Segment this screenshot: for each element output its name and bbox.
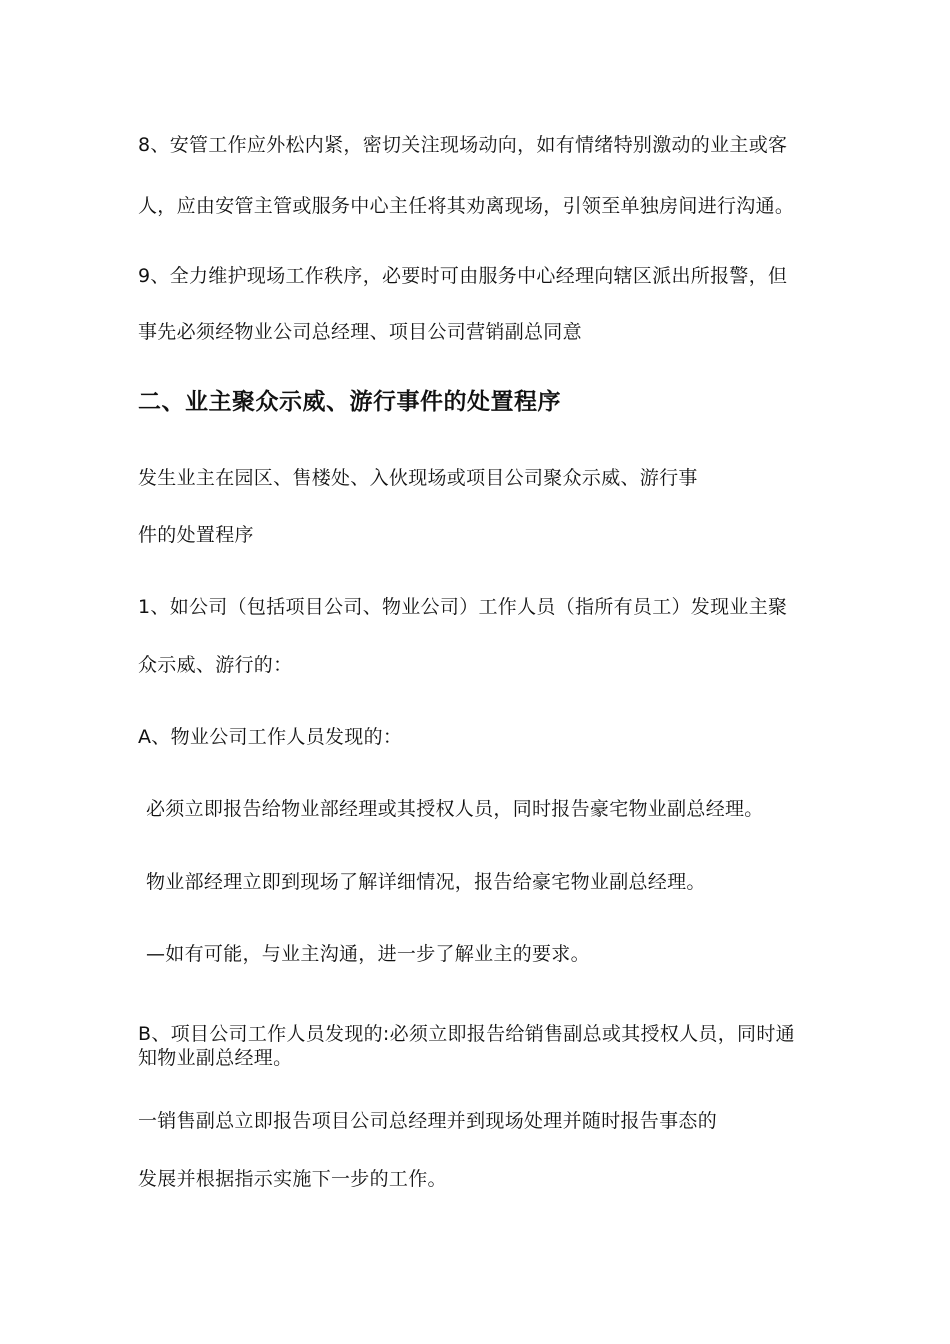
item-a-step-2: 物业部经理立即到现场了解详细情况，报告给豪宅物业副总经理。 xyxy=(146,871,706,893)
paragraph-9-line-2: 事先必须经物业公司总经理、项目公司营销副总同意 xyxy=(138,321,582,343)
intro-line-1: 发生业主在园区、售楼处、入伙现场或项目公司聚众示威、游行事 xyxy=(138,467,698,489)
item-1-line-2: 众示威、游行的： xyxy=(138,654,293,676)
section-2-heading: 二、业主聚众示威、游行事件的处置程序 xyxy=(138,389,561,415)
item-b-line-1: B、项目公司工作人员发现的:必须立即报告给销售副总或其授权人员，同时通 xyxy=(138,1023,795,1045)
item-a-step-3: —如有可能，与业主沟通，进一步了解业主的要求。 xyxy=(146,943,590,965)
item-b-step-1: 一销售副总立即报告项目公司总经理并到现场处理并随时报告事态的 xyxy=(138,1110,718,1132)
item-1-line-1: 1、如公司（包括项目公司、物业公司）工作人员（指所有员工）发现业主聚 xyxy=(138,596,788,618)
paragraph-8-line-2: 人，应由安管主管或服务中心主任将其劝离现场，引领至单独房间进行沟通。 xyxy=(138,195,795,217)
item-a-step-1: 必须立即报告给物业部经理或其授权人员，同时报告豪宅物业副总经理。 xyxy=(146,798,764,820)
paragraph-9-line-1: 9、全力维护现场工作秩序，必要时可由服务中心经理向辖区派出所报警，但 xyxy=(138,265,788,287)
item-b-line-2: 知物业副总经理。 xyxy=(138,1047,293,1069)
item-a-title: A、物业公司工作人员发现的： xyxy=(138,726,403,748)
item-b-step-2: 发展并根据指示实施下一步的工作。 xyxy=(138,1168,447,1190)
intro-line-2: 件的处置程序 xyxy=(138,524,254,546)
paragraph-8-line-1: 8、安管工作应外松内紧，密切关注现场动向，如有情绪特别激动的业主或客 xyxy=(138,134,788,156)
